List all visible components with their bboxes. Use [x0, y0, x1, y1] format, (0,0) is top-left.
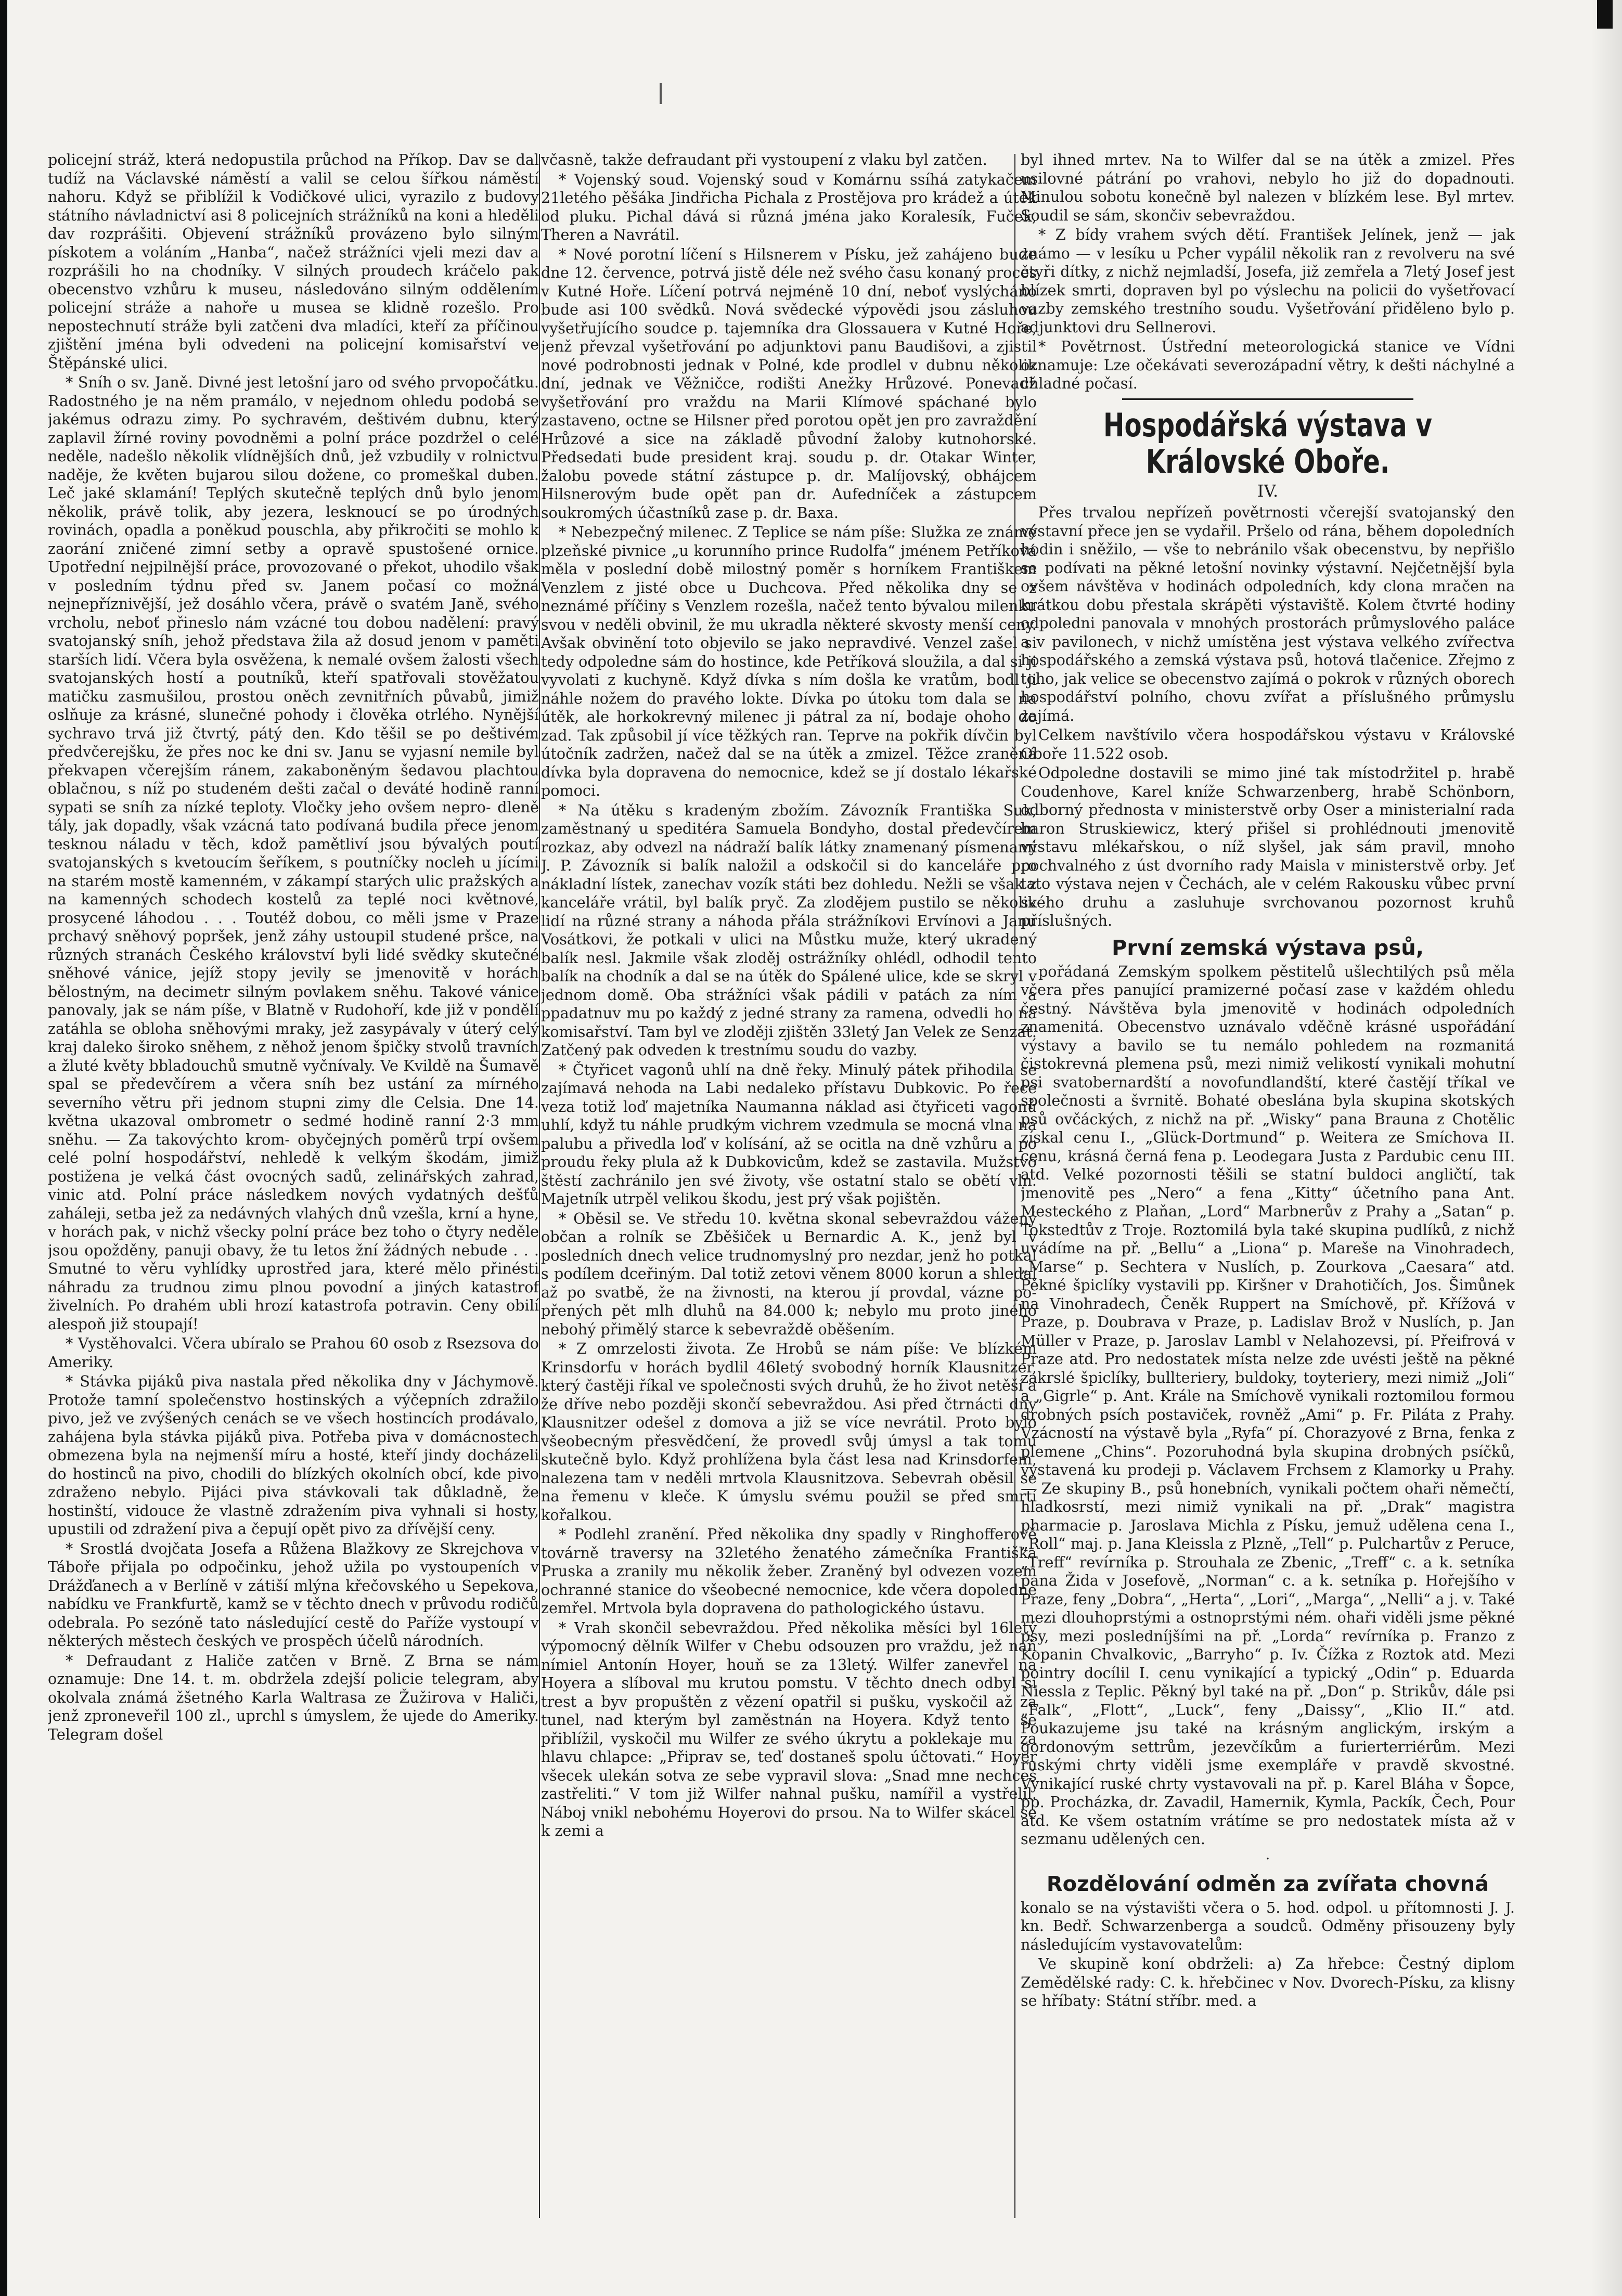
column-rule-1: [539, 154, 540, 2218]
article-paragraph: * Z omrzelosti života. Ze Hrobů se nám píše: Ve blízkém Krinsdorfu v horách bydlil 46letý svobodný horník Klausnitzer, který častěji říkal ve společnosti svých druhů, že ho život netěší a že dříve nebo později skončí sebevraždou. Asi před čtrnácti dny Klausnitzer odešel z domova a již se více nevrátil. Proto bylo všeobecným přesvědčení, že provedl svůj úmysl a tak tomu skutečně bylo. Když prohlížena byla část lesa nad Krinsdorfem, nalezena tam v neděli mrtvola Klausnitzova. Sebevrah oběsil se na řemenu v kleče. K úmyslu svému použil se před smrtí kořalkou.: [541, 1340, 1037, 1524]
column-3: [1021, 151, 1515, 2228]
scan-binding-edge: [0, 0, 7, 2296]
article-paragraph: Celkem navštívilo včera hospodářskou výstavu v Královské Oboře 11.522 osob.: [1021, 726, 1515, 762]
article-paragraph: * Defraudant z Haliče zatčen v Brně. Z Brna se nám oznamuje: Dne 14. t. m. obdržela zdejší policie telegram, aby okolvala známá žšetného Karla Waltrasa ze Žužirova v Haliči, jenž zproneveřil 100 zl., uprchl s úmyslem, že ujede do Ameriky. Telegram došel: [48, 1651, 539, 1743]
article-paragraph: včasně, takže defraudant při vystoupení z vlaku byl zatčen.: [541, 151, 987, 168]
article-paragraph: * Podlehl zranění. Před několika dny spadly v Ringhofferově továrně traversy na 32letého ženatého zámečníka Františka Pruska a zranily mu několik žeber. Zraněný byl odvezen vozem ochranné stanice do všeobecné nemocnice, kde včera dopoledne zemřel. Mrtvola byla dopravena do pathologického ústavu.: [541, 1525, 1037, 1617]
article-paragraph: * Čtyřicet vagonů uhlí na dně řeky. Minulý pátek přihodila se zajímavá nehoda na Labi nedaleko přístavu Dubkovic. Po řece veza totiž loď majetníka Naumanna náklad asi čtyřiceti vagonů uhlí, když tu náhle prudkým vichrem vzedmula se mocná vlna na palubu a přivedla loď v kolísání, až se ocitla na dně vzhůru a po proudu řeky plula až k Dubkovicům, kdež se zastavila. Mužstvo štěstí zachránilo jen své životy, vše ostatní stalo se obětí vln. Majetník utrpěl velikou škodu, jest prý však pojištěn.: [541, 1060, 1037, 1208]
article-paragraph: Ve skupině koní obdrželi: a) Za hřebce: Čestný diplom Zemědělské rady: C. k. hřebčinec v Nov. Dvorech-Písku, za klisny se hříbaty: Státní stříbr. med. a: [1021, 1955, 1515, 2009]
scan-shadow: [1591, 0, 1622, 2296]
article-paragraph: * Povětrnost. Ústřední meteorologická stanice ve Vídni oznamuje: Lze očekávati severozápadní větry, k dešti náchylné a chladné počasí.: [1021, 338, 1515, 392]
article-paragraph: policejní stráž, která nedopustila průchod na Příkop. Dav se dal tudíž na Václavské náměstí a valil se celou šířkou náměstí nahoru. Když se přiblížil k Vodičkové ulici, vyrazilo z budovy státního návladnictví asi 8 policejních strážníků na koni a hleděli dav rozprášiti. Objevení strážníků provázeno bylo silným pískotem a voláním „Hanba“, načež strážníci vjeli mezi dav a rozprášili ho na chodníky. V silných proudech kráčelo pak obecenstvo vzhůru k museu, následováno silným oddělením policejní stráže a nahoře u musea se klidně rozešlo. Pro nepostechnutí stráže byli zatčeni dva mladíci, kteří za příčinou zjištění jména byli odvedeni na policejní komisařství ve Štěpánské ulici.: [48, 151, 539, 372]
article-paragraph: Přes trvalou nepřízeň povětrnosti včerejší svatojanský den výstavní přece jen se vydařil. Pršelo od rána, během dopoledních hodin i sněžilo, — vše to nebránilo však obecenstvu, by nepřišlo se podívati na pěkné letošní novinky výstavní. Nejčetnější byla ovšem návštěva v hodinách odpoledních, kdy clona mračen na krátkou dobu přestala skrápěti výstaviště. Kolem čtvrté hodiny odpoledni panovala v mnohých prostorách průmyslového paláce a v pavilonech, v nichž umístěna jest výstava velkého zvířectva hospodářského a zemská výstava psů, hotová tlačenice. Zřejmo z toho, jak velice se obecenstvo zajímá o pokrok v různých oborech hospodářství polního, chovu zvířat a příslušného průmyslu zajímá.: [1021, 503, 1515, 724]
article-paragraph: * Nové porotní líčení s Hilsnerem v Písku, jež zahájeno bude dne 12. července, potrvá jistě déle než svého času konaný proces v Kutné Hoře. Líčení potrvá nejméně 10 dní, neboť vyslýcháno bude asi 100 svědků. Nová svědecké výpovědi jsou zásluhou vyšetřujícího soudce p. tajemníka dra Glossauera v Kutné Hoře, jenž převzal vyšetřování po adjunktovi panu Baudišovi, a zjistil nové podrobnosti jednak v Polné, kde prodlel v dubnu několik dní, jednak ve Věžničce, rodišti Anežky Hrůzové. Ponevadž vyšetřování pro vraždu na Marii Klímové spáchané bylo zastaveno, octne se Hilsner před porotou opět jen pro zavraždění Hrůzové a sice na základě původní žaloby kutnohorské. Předsedati bude president kraj. soudu p. dr. Otakar Winter, žalobu povede státní zástupce p. dr. Malíjovský, obhájcem Hilsnerovým bude opět pan dr. Aufedníček a zástupcem soukromých účastníků zase p. dr. Baxa.: [541, 245, 1037, 522]
article-paragraph: * Na útěku s kradeným zbožím. Závozník Františka Suk, zaměstnaný u speditéra Samuela Bondyho, dostal předevčírem rozkaz, aby odvezl na nádraží balík látky znamenaný písmenami J. P. Závozník si balík naložil a odskočil si do kanceláře pro nákladní lístek, zanechav vozík státi bez dohledu. Nežli se však z kanceláře vrátil, byl balík pryč. Za zlodějem pustilo se několik lidí na různé strany a náhoda přála strážníkovi Ervínovi a Janu Vosátkovi, že potkali v ulici na Můstku muže, který ukradený balík nesl. Jakmile však zloděj ostrážníky ohlédl, odhodil tento balík na chodník a dal se na útěk do Spálené ulice, kde se skryl v jednom domě. Oba strážníci však pádili v patách za ním a ppadatnuv mu po každý z jedné strany za ramena, odvedli ho na komisařství. Tam byl ve zloději zjištěn 33letý Jan Velek ze Senzat. Zatčený pak odveden k trestnímu soudu do vazby.: [541, 801, 1037, 1059]
article-paragraph: * Vojenský soud. Vojenský soud v Komárnu ssíhá zatykačem 21letého pěšáka Jindřicha Pichala z Prostějova pro krádež a útěk od pluku. Pichal dává si různá jména jako Koralesík, Fuček, Theren a Navrátil.: [541, 170, 1037, 243]
subheadline-dog-show: První zemská výstava psů,: [1112, 936, 1424, 960]
article-paragraph: * Oběsil se. Ve středu 10. května skonal sebevraždou vážený občan a rolník se Zběšiček u Bernardic A. K., jenž byl v posledních dnech velice trudnomyslný pro nezdar, jenž ho potkal s podílem dceřiným. Dal totiž zetovi věnem 8000 korun a shledal až po svatbě, že na živnosti, na kterou jí provdal, vázne po- přených pět mlh dluhů na 84.000 k; nebylo mu proto jiného nebohý přimělý starce k sebevraždě oběšením.: [541, 1209, 1037, 1338]
article-paragraph: Odpoledne dostavili se mimo jiné tak místodržitel p. hrabě Coudenhove, Karel kníže Schwarzenberg, hrabě Schönborn, odborný přednosta v ministerstvě orby Oser a ministerialní rada baron Struskiewicz, který přišel si prohlédnouti jmenovitě výstavu mlékařskou, o níž slyšel, jak sám pravil, mnoho pochvalného z úst dvorního rady Maisla v ministerstvě orby. Jeť tato výstava nejen v Čechách, ale v celém Rakousku vůbec první svého druhu a zasluhuje svrchovanou pozornost kruhů příslušných.: [1021, 764, 1515, 929]
subheadline-awards: Rozdělování odměn za zvířata chovná: [1046, 1872, 1489, 1896]
article-paragraph: * Srostlá dvojčata Josefa a Růžena Blažkovy ze Skrejchova v Táboře přijala po odpočinku, jehož užila po vystoupeních v Drážďanech a v Berlíně v zátiší mlýna křečovského u Sepekova, nabídku ve Frankfurtě, kamž se v těchto dnech v průvodu rodičů odebrala. Po sezóně tato následující cestě do Paříže vystoupí v některých městech českých ve prospěch účelů národních.: [48, 1539, 539, 1650]
column-2: [541, 151, 1037, 2228]
scan-corner-mark: [1597, 0, 1613, 29]
article-paragraph: * Stávka pijáků piva nastala před několika dny v Jáchymově. Protože tamní společenstvo hostinských a výčepních zdražilo pivo, jež ve zvýšených cenách se ve všech hostincích prodávalo, zahájena byla stávka pijáků piva. Potřeba piva v domácnostech obmezena byla na nejmenší míru a hosté, kteří jindy docházeli do hostinců na pivo, chodili do blízkých okolních obcí, kde pivo zdraženo nebylo. Pijáci piva stávkovali tak důkladně, že hostinští, vidouce že vlastně zdražením piva vyhnali si hosty, upustili od zdražení piva a čepují opět pivo za dřívější ceny.: [48, 1372, 539, 1538]
column-1: [48, 151, 539, 2228]
page-marker: [660, 83, 662, 104]
section-number: IV.: [1257, 481, 1279, 501]
article-paragraph: byl ihned mrtev. Na to Wilfer dal se na útěk a zmizel. Přes usilovné pátrání po vrahovi, nebylo ho již do dopadnouti. Minulou sobotu konečně byl nalezen v blízkém lese. Byl mrtev. Soudil se sám, skončiv sebevraždou.: [1021, 151, 1515, 224]
article-paragraph: * Nebezpečný milenec. Z Teplice se nám píše: Služka ze známé plzeňské pivnice „u korunního prince Rudolfa“ jménem Petříková měla v poslední době milostný poměr s horníkem Františkem Venzlem z jisté obce u Duchcova. Před několika dny se z neznámé příčiny s Venzlem rozešla, načež tento bývalou milenku svou v neděli obvinil, že mu ukradla některé skvosty menší ceny. Avšak obvinění toto objevilo se jako nepravdivé. Venzel zašel si tedy odpoledne sám do hostince, kde Petříková sloužila, a dal si ji vyvolati z kuchyně. Když dívka s ním došla ke vratům, bodl ji náhle nožem do pravého lokte. Dívka po útoku tom dala se na útěk, ale horkokrevný milenec ji pátral za ní, bodaje ohoho do zad. Tak způsobil jí více těžkých ran. Teprve na pokřik dívčin byl útočník zadržen, načež dal se na útěk a zmizel. Těžce zraněná dívka byla dopravena do nemocnice, kdež se jí dostalo lékařské pomoci.: [541, 523, 1037, 799]
star-separator: ·: [1265, 1851, 1270, 1867]
article-paragraph: * Sníh o sv. Janě. Divné jest letošní jaro od svého prvopočátku. Radostného je na něm pramálo, v nejednom ohledu podobá se jakémus odrazu zimy. Po sychravém, deštivém dubnu, který zaplavil žírné roviny povodněmi a polní práce pozdržel o celé neděle, nadešlo několik vlídnějších dnů, jež vzbudily v rolnictvu naděje, že květen bujarou silou dožene, co promeškal duben. Leč jaké sklamání! Teplých skutečně teplých dnů bylo jenom několik, právě tolik, aby jezera, lesknoucí se po úrodných rovinách, opadla a poněkud pouschla, aby přikročiti se mohlo k zaorání zničené zimní setby a opravě spustošené ornice. Upotřední nejpilnější práce, provozované o překot, uhodilo však v posledním týdnu před sv. Janem počasí co možná nejnepříznivější, jež dosáhlo včera, právě o svatém Janě, svého vrcholu, neboť přineslo nám vzácné tou dobou nadělení: pravý svatojanský sníh, jehož představa žila až dosud jenom v paměti starších lidí. Včera byla osvěžena, k nemalé ovšem žalosti všech svatojanských hostí a poutníků, kteří spatřovali stověžatou matičku zasmušilou, prostou oněch zevnitřních půvabů, jimiž oslňuje za krásné, slunečné pohody i člověka otrlého. Nynější sychravo trvá již čtvrtý, pátý den. Kdo těšil se po deštivém předvčerejšku, že přes noc ke dni sv. Janu se vyjasní nemile byl překvapen včerejším ránem, zakaboněným šedavou plachtou oblačnou, s níž po studeném dešti začal o deváté hodině ranní sypati se sníh za nízké teploty. Vločky jeho ovšem nepro- dleně tály, jak dopadly, však vzácná tato podívaná budila přece jenom tesknou náladu v těch, kdož pamětliví jsou bývalých poutí svatojanských s kvetoucím šeříkem, s poutníčky nocleh u jícími na starém mostě kamenném, v zákampí starých ulic pražských a na kamenných schodech kostelů za teplé noci květnové, prosycené láhodou . . . Toutéž dobou, co měli jsme v Praze prchavý sněhový popršek, jenž záhy ustoupil studené pršce, na různých stranách Českého království byli lidé svědky skutečné sněhové vánice, jejíž stopy jevily se jmenovitě v horách bělostným, na decimetr silným povlakem sněhu. Takové vánice panovaly, jak se nám píše, v Blatně v Rudohoří, kde již v pondělí zatáhla se obloha sněhovými mraky, jež zasypávaly v úterý celý kraj daleko široko sněhem, z něhož jenom špičky stvolů travních a žluté květy bbladouchů smutně vyčnívaly. Ve Kvildě na Šumavě spal se předevčírem a včera sníh bez ustání za mírného severního větru při jednom stupni zimy dle Celsia. Dne 14. května ukazoval ombrometr o sedmé hodině ranní 2·3 mm sněhu. — Za takovýchto krom- obyčejných poměrů trpí ovšem celé polní hospodářství, nehledě k velkým škodám, jimiž postižena je velká část ovocných sadů, zelinářských zahrad, vinic atd. Polní práce následkem nových vydatných dešťů zaháleji, setba jež za nedávných vlahých dnů vzešla, krní a hyne, v horách pak, v nichž všecky polní práce bez toho o čtyry neděle jsou opožděny, panuji obavy, že tu letos žní žádných nebude . . . Smutné to věru vyhlídky uprostřed jara, které mělo přinésti náhradu za trudnou zimu plnou povodní a jiných katastrof živelních. Po drahém ubli hrozí katastrofa potravin. Ceny obilí alespoň již stoupají!: [48, 373, 539, 1333]
article-paragraph: * Vystěhovalci. Včera ubíralo se Prahou 60 osob z Rsezsova do Ameriky.: [48, 1334, 539, 1371]
section-divider: [1122, 398, 1413, 400]
article-paragraph: pořádaná Zemským spolkem pěstitelů ušlechtilých psů měla včera přes panující pramizerné počasí zase v každém ohledu čestný. Návštěva byla jmenovitě v hodinách odpoledních znamenitá. Obecenstvo uznávalo vděčně krásné uspořádání výstavy a bavilo se tu nemálo pohledem na rozmanitá čistokrevná plemena psů, mezi nimiž velikostí vynikali mohutní psi svatobernardští a novofundlandští, které častějí tříkal ve společnosti a švrnitě. Bohaté obeslána byla skupina skotských psů ovčáckých, z nichž na př. „Wisky“ pana Brauna z Chotělic získal cenu I., „Glück-Dortmund“ p. Weitera ze Smíchova II. cenu, krásná černá fena p. Leodegara Justa z Pardubic cenu III. atd. Velké pozornosti těšili se statní buldoci angličtí, tak jmenovitě pes „Nero“ a fena „Kitty“ účetního pana Ant. Mesteckého z Plaňan, „Lord“ Marbnerův z Prahy a „Satan“ p. Tokstedtův z Troje. Roztomilá byla také skupina pudlíků, z nichž uvádíme na př. „Bellu“ a „Liona“ p. Mareše na Vinohradech, „Marse“ p. Sechtera v Nuslích, p. Zourkova „Caesara“ atd. Pěkné špiclíky vystavili pp. Kiršner v Drahotičích, Jos. Šimůnek na Vinohradech, Čeněk Ruppert na Smíchově, př. Křížová v Praze, p. Doubrava v Praze, p. Ladislav Brož v Nuslích, p. Jan Müller v Praze, p. Jaroslav Lambl v Nelahozevsi, pí. Přeifrová v Praze atd. Pro nedostatek místa nelze zde uvésti ještě na pěkné zakrslé špiclíky, bullteriery, buldoky, toyteriery, mezi nimiž „Joli“ a „Gigrle“ p. Ant. Krále na Smíchově vynikali roztomilou formou drobných psích postaviček, rovněž „Ami“ p. Fr. Piláta z Prahy. Vzácností na výstavě byla „Ryfa“ pí. Chorazyové z Brna, fenka z plemene „Chins“. Pozoruhodná byla skupina drobných psíčků, vystavená ku prodeji p. Václavem Frchsem z Klamorky u Prahy. — Ze skupiny B., psů honebních, vynikali počtem ohaři němečtí, hladkosrstí, mezi nimiž vynikali na př. „Drak“ magistra pharmacie p. Jaroslava Michla z Písku, jemuž udělena cena I., „Roll“ maj. p. Jana Kleissla z Plzně, „Tell“ p. Pulchartův z Peruce, „Treff“ revírníka p. Strouhala ze Zbenic, „Treff“ c. a k. setníka pana Žida v Josefově, „Norman“ c. a k. setníka p. Hořejšího v Praze, feny „Dobra“, „Herta“, „Lori“, „Marga“, „Nelli“ a j. v. Také mezi dlouhoprstými a ostnoprstými ném. ohaři viděli jsme pěkné psy, mezi posledníjšími na př. „Lorda“ revírníka p. Franzo z Kopanin Chvalkovic, „Barryho“ p. Iv. Čížka z Roztok atd. Mezi pointry docílil I. cenu vynikající a typický „Odin“ p. Eduarda Niessla z Teplic. Pěkný byl také na př. „Don“ p. Strikův, dále psi „Falk“, „Flott“, „Luck“, feny „Daissy“, „Klio II.“ atd. Poukazujeme jsu také na krásným anglickým, irským a gordonovým settrům, jezevčíkům a furierterriérům. Mezi ruskými chrty viděli jsme exempláře v pravdě skvostné. Vynikající ruské chrty vystavovali na př. p. Karel Bláha v Šopce, pp. Procházka, dr. Zavadil, Hamernik, Kymla, Packík, Čech, Pour atd. Ke všem ostatním vrátíme se pro nedostatek místa až v sezmanu udělených cen.: [1021, 962, 1515, 1848]
article-paragraph: * Vrah skončil sebevraždou. Před několika měsíci byl 16letý výpomocný dělník Wilfer v Chebu odsouzen pro vraždu, jež naň nímiel Antonín Hoyer, houň se za 13letý. Wilfer zanevřel na Hoyera a slíboval mu krutou pomstu. V těchto dnech odbyl si trest a byv propuštěn z vězení opatřil si pušku, vyskočil až za tunel, nad kterým byl zaměstnán na Hoyera. Když tento se přiblížil, vyskočil mu Wilfer ze svého úkrytu a poklekaje mu za hlavu chlapce: „Připrav se, teď dostaneš spolu účtovati.“ Hoyer všecek ulekán sotva ze sebe vypravil slova: „Snad mne nechceš zastřeliti.“ V tom již Wilfer nahnal pušku, namířil a vystřelil. Náboj vnikl nebohému Hoyerovi do prsou. Na to Wilfer skácel se k zemi a: [541, 1618, 1037, 1839]
article-paragraph: konalo se na výstavišti včera o 5. hod. odpol. u přítomnosti J. J. kn. Bedř. Schwarzenberga a soudců. Odměny přisouzeny byly následujícím vystavovatelům:: [1021, 1898, 1515, 1953]
article-paragraph: * Z bídy vrahem svých dětí. František Jelínek, jenž — jak známo — v lesíku u Pcher vypálil několik ran z revolveru na své čtyři dítky, z nichž nejmladší, Josefa, již zemřela a 7letý Josef jest blízek smrti, dopraven byl po výslechu na policii do vyšetřovací vazby zemského trestního soudu. Vyšetřování přiděleno bylo p. adjunktovi dru Sellnerovi.: [1021, 226, 1515, 336]
section-headline: Hospodářská výstava v Královské Obořе.: [1103, 406, 1432, 481]
